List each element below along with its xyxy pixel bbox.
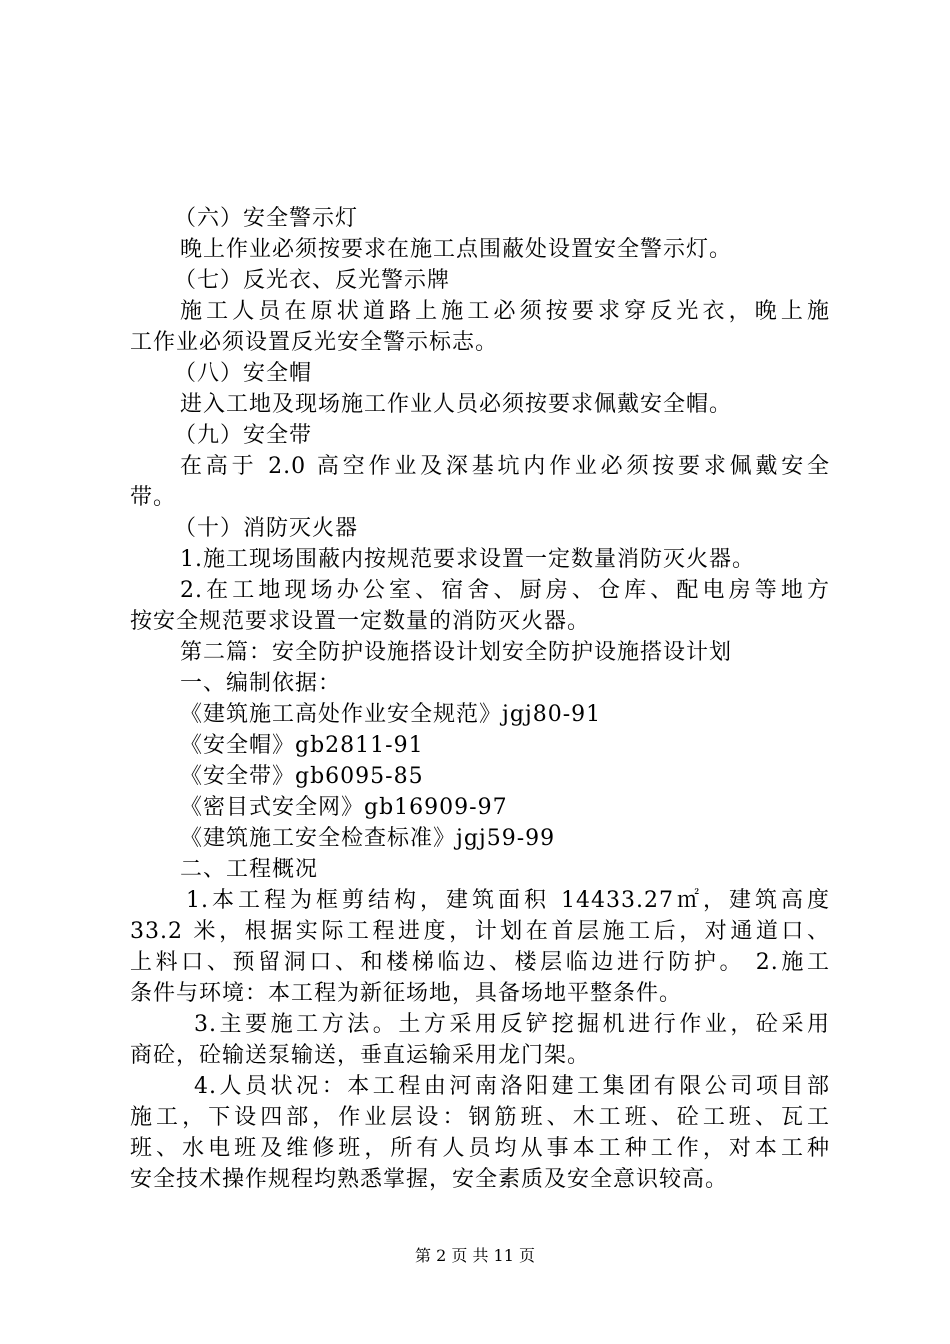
paragraph-line: 4.人员状况：本工程由河南洛阳建工集团有限公司项目部 [194, 1074, 830, 1099]
section-heading-reflective-vest: （七）反光衣、反光警示牌 [174, 268, 451, 293]
paragraph-line: 按安全规范要求设置一定数量的消防灭火器。 [130, 609, 591, 634]
paragraph-line: 工作业必须设置反光安全警示标志。 [130, 330, 499, 355]
standard-reference: 《密目式安全网》gb16909-97 [180, 795, 508, 820]
paragraph-line: 商砼，砼输送泵输送，垂直运输采用龙门架。 [130, 1043, 591, 1068]
standard-reference: 《建筑施工高处作业安全规范》jgj80-91 [180, 702, 602, 727]
paragraph-line: 2.在工地现场办公室、宿舍、厨房、仓库、配电房等地方 [180, 578, 830, 603]
paragraph-line: 进入工地及现场施工作业人员必须按要求佩戴安全帽。 [180, 392, 733, 417]
paragraph-line: 班、水电班及维修班，所有人员均从事本工种工作，对本工种 [130, 1136, 830, 1161]
paragraph-line: 1.本工程为框剪结构，建筑面积 14433.27㎡，建筑高度 [186, 888, 830, 913]
chapter-heading: 第二篇：安全防护设施搭设计划安全防护设施搭设计划 [180, 640, 733, 665]
paragraph-line: 上料口、预留洞口、和楼梯临边、楼层临边进行防护。 2.施工 [130, 950, 830, 975]
paragraph-line: 1.施工现场围蔽内按规范要求设置一定数量消防灭火器。 [180, 547, 755, 572]
paragraph-line: 施工人员在原状道路上施工必须按要求穿反光衣，晚上施 [180, 299, 830, 324]
section-heading-warning-light: （六）安全警示灯 [174, 206, 359, 231]
document-body [130, 203, 830, 1195]
section-heading-overview: 二、工程概况 [180, 857, 319, 882]
page-number-footer: 第 2 页 共 11 页 [415, 1246, 535, 1265]
paragraph-line: 晚上作业必须按要求在施工点围蔽处设置安全警示灯。 [180, 237, 733, 262]
paragraph-line: 在高于 2.0 高空作业及深基坑内作业必须按要求佩戴安全 [180, 454, 830, 479]
section-heading-safety-belt: （九）安全带 [174, 423, 313, 448]
paragraph-line: 施工，下设四部，作业层设：钢筋班、木工班、砼工班、瓦工 [130, 1105, 830, 1130]
standard-reference: 《安全帽》gb2811-91 [180, 733, 424, 758]
paragraph-line: 安全技术操作规程均熟悉掌握，安全素质及安全意识较高。 [130, 1167, 729, 1192]
paragraph-line: 带。 [130, 485, 177, 510]
paragraph-line: 33.2 米，根据实际工程进度，计划在首层施工后，对通道口、 [130, 919, 830, 944]
paragraph-line: 3.主要施工方法。土方采用反铲挖掘机进行作业，砼采用 [194, 1012, 830, 1037]
section-heading-fire-extinguisher: （十）消防灭火器 [174, 516, 359, 541]
section-heading-helmet: （八）安全帽 [174, 361, 313, 386]
standard-reference: 《建筑施工安全检查标准》jgj59-99 [180, 826, 556, 851]
standard-reference: 《安全带》gb6095-85 [180, 764, 424, 789]
section-heading-basis: 一、编制依据： [180, 671, 342, 696]
paragraph-line: 条件与环境：本工程为新征场地，具备场地平整条件。 [130, 981, 683, 1006]
